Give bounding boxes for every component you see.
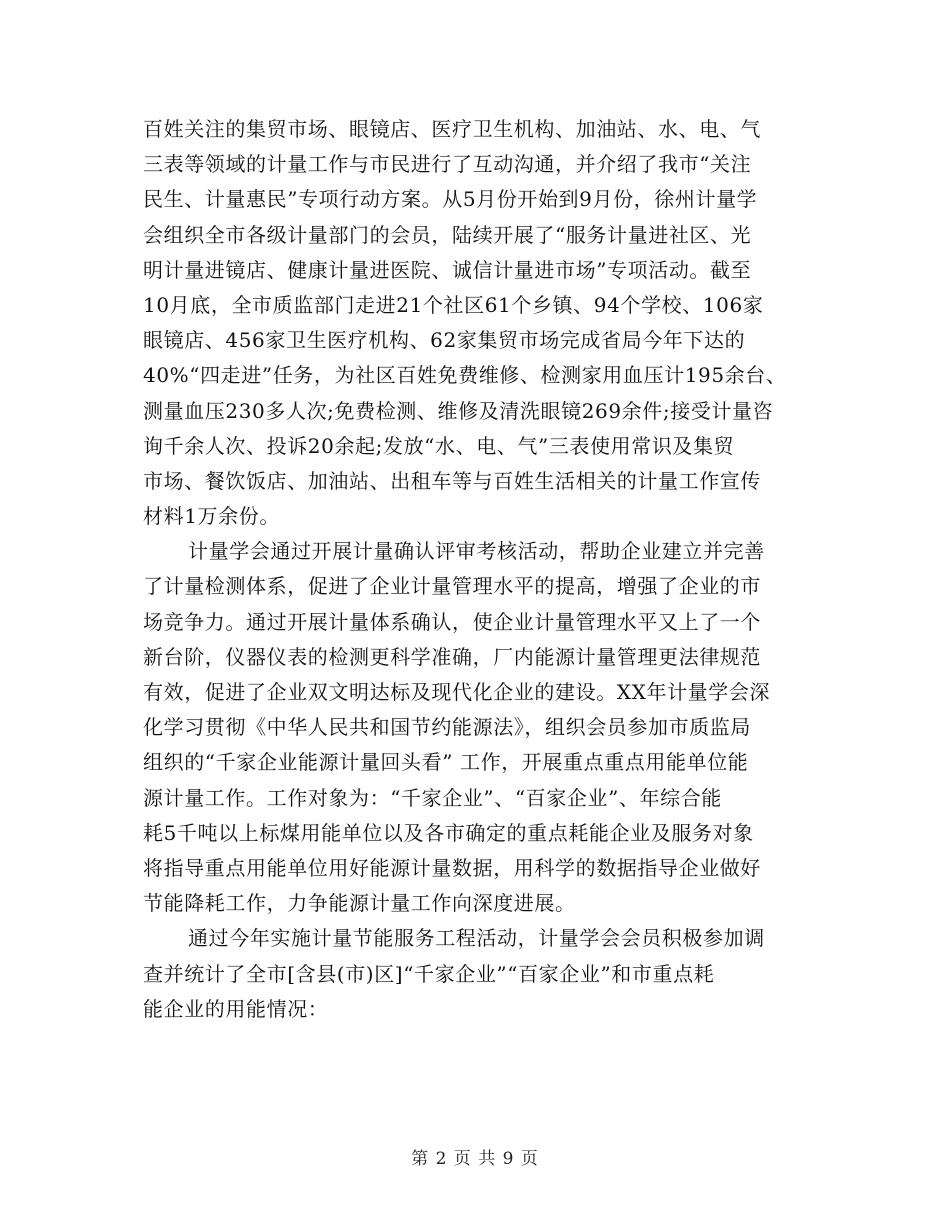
paragraph-1 bbox=[143, 112, 823, 534]
text-line: 节能降耗工作，力争能源计量工作向深度进展。 bbox=[143, 891, 576, 916]
document-body bbox=[143, 112, 823, 1027]
text-line: 询千余人次、投诉20余起;发放“水、电、气”三表使用常识及集贸 bbox=[143, 433, 735, 458]
text-line: 明计量进镜店、健康计量进医院、诚信计量进市场”专项活动。截至 bbox=[143, 257, 752, 282]
text-line: 查并统计了全市[含县(市)区]“千家企业”“百家企业”和市重点耗 bbox=[143, 961, 715, 986]
text-line: 通过今年实施计量节能服务工程活动，计量学会会员积极参加调 bbox=[188, 926, 765, 951]
text-line: 了计量检测体系，促进了企业计量管理水平的提高，增强了企业的市 bbox=[143, 574, 761, 599]
text-line: 40%“四走进”任务，为社区百姓免费维修、检测家用血压计195余台、 bbox=[143, 363, 787, 388]
text-line: 百姓关注的集贸市场、眼镜店、医疗卫生机构、加油站、水、电、气 bbox=[143, 117, 761, 141]
paragraph-2 bbox=[143, 534, 823, 921]
text-line: 三表等领域的计量工作与市民进行了互动沟通，并介绍了我市“关注 bbox=[143, 152, 752, 177]
text-line: 能企业的用能情况： bbox=[143, 996, 329, 1021]
page-footer: 第 2 页 共 9 页 bbox=[411, 1149, 539, 1169]
text-line: 新台阶，仪器仪表的检测更科学准确，厂内能源计量管理更法律规范 bbox=[143, 644, 761, 669]
text-line: 化学习贯彻《中华人民共和国节约能源法》，组织会员参加市质监局 bbox=[143, 715, 751, 740]
text-line: 市场、餐饮饭店、加油站、出租车等与百姓生活相关的计量工作宣传 bbox=[143, 468, 761, 493]
text-line: 源计量工作。工作对象为：“千家企业”、“百家企业”、年综合能 bbox=[143, 785, 722, 810]
text-line: 10月底，全市质监部门走进21个社区61个乡镇、94个学校、106家 bbox=[143, 292, 764, 317]
paragraph-3 bbox=[143, 921, 823, 1027]
text-line: 组织的“千家企业能源计量回头看” 工作，开展重点重点用能单位能 bbox=[143, 750, 749, 775]
text-line: 民生、计量惠民”专项行动方案。从5月份开始到9月份，徐州计量学 bbox=[143, 187, 758, 212]
text-line: 测量血压230多人次;免费检测、维修及清洗眼镜269余件;接受计量咨 bbox=[143, 398, 774, 423]
text-line: 场竞争力。通过开展计量体系确认，使企业计量管理水平又上了一个 bbox=[143, 609, 761, 634]
text-line: 眼镜店、456家卫生医疗机构、62家集贸市场完成省局今年下达的 bbox=[143, 328, 746, 353]
text-line: 将指导重点用能单位用好能源计量数据，用科学的数据指导企业做好 bbox=[143, 855, 761, 880]
text-line: 有效，促进了企业双文明达标及现代化企业的建设。XX年计量学会深 bbox=[143, 680, 771, 704]
text-line: 材料1万余份。 bbox=[143, 504, 280, 529]
text-line: 计量学会通过开展计量确认评审考核活动，帮助企业建立并完善 bbox=[188, 539, 765, 564]
text-line: 会组织全市各级计量部门的会员，陆续开展了“服务计量进社区、光 bbox=[143, 222, 752, 247]
text-line: 耗5千吨以上标煤用能单位以及各市确定的重点耗能企业及服务对象 bbox=[143, 820, 754, 845]
